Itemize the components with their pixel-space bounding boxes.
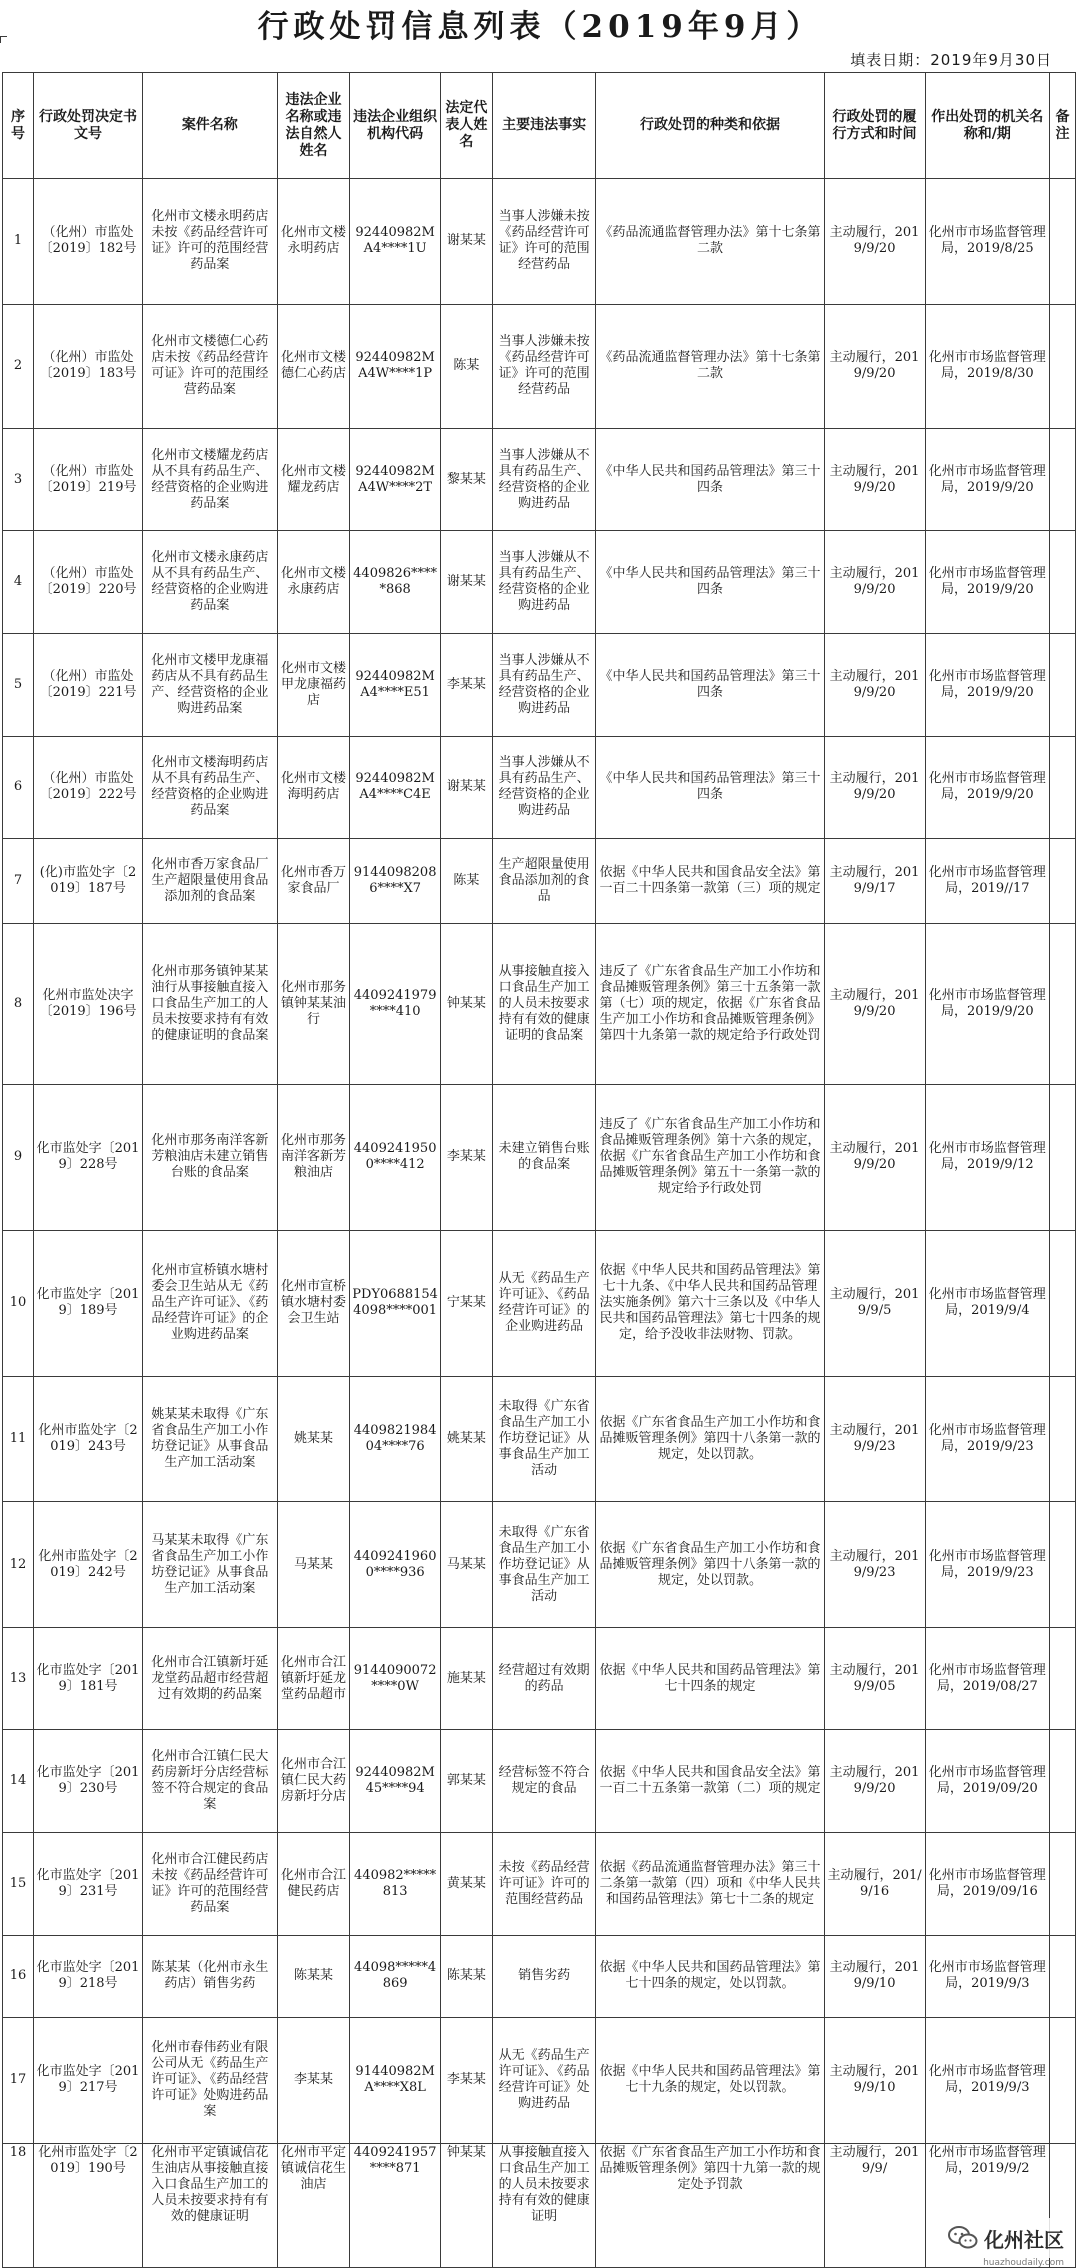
cell-basis: 依据《中华人民共和国药品管理法》第七十九条、《中华人民共和国药品管理法实施条例》第六十三条以及《中华人民共和国药品管理法》第七十四条的规定，给予没收非法财物、罚款。	[596, 1230, 824, 1376]
cell-note	[1049, 736, 1075, 839]
cell-code: 92440982MA4W****1P	[350, 304, 441, 428]
cell-basis: 《药品流通监督管理办法》第十七条第二款	[596, 179, 824, 305]
cell-perform: 主动履行，2019/9/20	[824, 924, 925, 1084]
cell-party: 化州市文楼德仁心药店	[277, 304, 350, 428]
table-header-row	[3, 73, 1076, 179]
cell-perform: 主动履行，2019/9/20	[824, 1730, 925, 1833]
cell-case: 化州市平定镇诚信花生油店从事接触直接入口食品生产加工的人员未按要求持有有效的健康证明	[142, 2143, 277, 2267]
cell-fact: 从事接触直接入口食品生产加工的人员未按要求持有有效的健康证明	[492, 2143, 596, 2267]
table-row	[3, 1935, 1076, 2017]
cell-fact: 当事人涉嫌未按《药品经营许可证》许可的范围经营药品	[492, 179, 596, 305]
table-row	[3, 924, 1076, 1084]
cell-basis: 依据《药品流通监督管理办法》第三十二条第一款第（四）项和《中华人民共和国药品管理法》第七十二条的规定	[596, 1833, 824, 1936]
cell-code: 44098*****4869	[350, 1935, 441, 2017]
cell-perform: 主动履行，2019/9/17	[824, 839, 925, 924]
cell-note	[1049, 179, 1075, 305]
cell-rep: 姚某某	[440, 1376, 492, 1502]
cell-fact: 当事人涉嫌未按《药品经营许可证》许可的范围经营药品	[492, 304, 596, 428]
cell-party: 李某某	[277, 2017, 350, 2143]
table-row	[3, 2017, 1076, 2143]
cell-note	[1049, 304, 1075, 428]
cell-org: 化州市市场监督管理局，2019/08/27	[925, 1627, 1049, 1730]
cell-doc: （化州）市监处〔2019〕182号	[34, 179, 143, 305]
cell-basis: 依据《中华人民共和国药品管理法》第七十四条的规定，处以罚款。	[596, 1935, 824, 2017]
cell-case: 化州市合江镇新圩延龙堂药品超市经营超过有效期的药品案	[142, 1627, 277, 1730]
column-header: 案件名称	[142, 73, 277, 179]
cell-basis: 《中华人民共和国药品管理法》第三十四条	[596, 736, 824, 839]
watermark-sub: huazhoudaily.com	[983, 2258, 1064, 2268]
cell-doc: （化州）市监处〔2019〕183号	[34, 304, 143, 428]
cell-fact: 生产超限量使用食品添加剂的食品	[492, 839, 596, 924]
cell-org: 化州市市场监督管理局，2019/9/2	[925, 2143, 1049, 2267]
cell-basis: 依据《广东省食品生产加工小作坊和食品摊贩管理条例》第四十九第一款的规定处予罚款	[596, 2143, 824, 2267]
cell-org: 化州市市场监督管理局，2019/8/25	[925, 179, 1049, 305]
cell-code: 92440982M45****94	[350, 1730, 441, 1833]
cell-perform: 主动履行，2019/9/20	[824, 634, 925, 737]
cell-no: 9	[3, 1084, 34, 1230]
cell-rep: 陈某	[440, 304, 492, 428]
cell-org: 化州市市场监督管理局，2019/8/30	[925, 304, 1049, 428]
cell-no: 7	[3, 839, 34, 924]
page-title: 行政处罚信息列表（2019年9月）	[257, 9, 823, 45]
table-row	[3, 839, 1076, 924]
cell-doc: （化州）市监处〔2019〕222号	[34, 736, 143, 839]
cell-code: 92440982MA4W****2T	[350, 428, 441, 531]
cell-party: 姚某某	[277, 1376, 350, 1502]
cell-rep: 宁某某	[440, 1230, 492, 1376]
cell-code: PDY06881544098****001	[350, 1230, 441, 1376]
cell-fact: 销售劣药	[492, 1935, 596, 2017]
cell-rep: 钟某某	[440, 2143, 492, 2267]
cell-code: 92440982MA4****1U	[350, 179, 441, 305]
cell-case: 马某某未取得《广东省食品生产加工小作坊登记证》从事食品生产加工活动案	[142, 1502, 277, 1628]
cell-party: 陈某某	[277, 1935, 350, 2017]
cell-perform: 主动履行，2019/9/05	[824, 1627, 925, 1730]
cell-org: 化州市市场监督管理局，2019//17	[925, 839, 1049, 924]
table-row	[3, 1084, 1076, 1230]
cell-basis: 依据《中华人民共和国药品管理法》第七十四条的规定	[596, 1627, 824, 1730]
cell-org: 化州市市场监督管理局，2019/9/20	[925, 924, 1049, 1084]
wechat-icon	[948, 2225, 978, 2251]
cell-basis: 依据《中华人民共和国食品安全法》第一百二十五条第一款第（二）项的规定	[596, 1730, 824, 1833]
cell-code: 44092419500****412	[350, 1084, 441, 1230]
cell-no: 2	[3, 304, 34, 428]
cell-case: 化州市文楼永康药店从不具有药品生产、经营资格的企业购进药品案	[142, 531, 277, 634]
cell-party: 化州市文楼永康药店	[277, 531, 350, 634]
cell-note	[1049, 1730, 1075, 1833]
cell-no: 3	[3, 428, 34, 531]
cell-note	[1049, 428, 1075, 531]
cell-case: 化州市宣桥镇水塘村委会卫生站从无《药品生产许可证》、《药品经营许可证》的企业购进药品案	[142, 1230, 277, 1376]
cell-rep: 马某某	[440, 1502, 492, 1628]
cell-rep: 谢某某	[440, 736, 492, 839]
cell-rep: 施某某	[440, 1627, 492, 1730]
cell-case: 化州市香万家食品厂生产超限量使用食品添加剂的食品案	[142, 839, 277, 924]
cell-fact: 从无《药品生产许可证》、《药品经营许可证》的企业购进药品	[492, 1230, 596, 1376]
cell-rep: 李某某	[440, 1084, 492, 1230]
cell-fact: 当事人涉嫌从不具有药品生产、经营资格的企业购进药品	[492, 428, 596, 531]
column-header: 行政处罚的种类和依据	[596, 73, 824, 179]
cell-doc: 化市监处字〔2019〕217号	[34, 2017, 143, 2143]
cell-fact: 未取得《广东省食品生产加工小作坊登记证》从事食品生产加工活动	[492, 1376, 596, 1502]
cell-party: 化州市文楼海明药店	[277, 736, 350, 839]
cell-party: 化州市文楼甲龙康福药店	[277, 634, 350, 737]
cell-no: 1	[3, 179, 34, 305]
cell-rep: 黎某某	[440, 428, 492, 531]
cell-code: 9144090072****0W	[350, 1627, 441, 1730]
column-header: 法定代表人姓名	[440, 73, 492, 179]
cell-no: 12	[3, 1502, 34, 1628]
table-row	[3, 736, 1076, 839]
cell-party: 化州市合江镇新圩延龙堂药品超市	[277, 1627, 350, 1730]
cell-org: 化州市市场监督管理局，2019/9/20	[925, 531, 1049, 634]
cell-org: 化州市市场监督管理局，2019/9/3	[925, 2017, 1049, 2143]
cell-code: 91440982086****X7	[350, 839, 441, 924]
column-header: 行政处罚决定书文号	[34, 73, 143, 179]
cell-no: 18	[3, 2143, 34, 2267]
cell-note	[1049, 1833, 1075, 1936]
cell-basis: 《药品流通监督管理办法》第十七条第二款	[596, 304, 824, 428]
cell-org: 化州市市场监督管理局，2019/9/4	[925, 1230, 1049, 1376]
cell-doc: 化市监处字〔2019〕218号	[34, 1935, 143, 2017]
cell-case: 化州市合江健民药店未按《药品经营许可证》许可的范围经营药品案	[142, 1833, 277, 1936]
watermark-label: 化州社区	[984, 2227, 1064, 2252]
cell-basis: 违反了《广东省食品生产加工小作坊和食品摊贩管理条例》第三十五条第一款第（七）项的规定，依据《广东省食品生产加工小作坊和食品摊贩管理条例》第四十九条第一款的规定给予行政处罚	[596, 924, 824, 1084]
cell-rep: 陈某	[440, 839, 492, 924]
cell-no: 17	[3, 2017, 34, 2143]
cell-code: 4409826*****868	[350, 531, 441, 634]
cell-note	[1049, 2017, 1075, 2143]
table-row	[3, 1376, 1076, 1502]
cell-party: 化州市文楼永明药店	[277, 179, 350, 305]
cell-org: 化州市市场监督管理局，2019/09/16	[925, 1833, 1049, 1936]
cell-org: 化州市市场监督管理局，2019/9/20	[925, 428, 1049, 531]
column-header: 行政处罚的履行方式和时间	[824, 73, 925, 179]
cell-no: 16	[3, 1935, 34, 2017]
cell-doc: 化州市监处决字〔2019〕196号	[34, 924, 143, 1084]
column-header: 违法企业名称或违法自然人姓名	[277, 73, 350, 179]
cell-doc: （化州）市监处〔2019〕220号	[34, 531, 143, 634]
cell-basis: 依据《广东省食品生产加工小作坊和食品摊贩管理条例》第四十八条第一款的规定，处以罚款。	[596, 1376, 824, 1502]
cell-party: 化州市合江镇仁民大药房新圩分店	[277, 1730, 350, 1833]
table-row	[3, 1502, 1076, 1628]
cell-case: 化州市文楼甲龙康福药店从不具有药品生产、经营资格的企业购进药品案	[142, 634, 277, 737]
column-header: 序号	[3, 73, 34, 179]
cell-code: 44092419600****936	[350, 1502, 441, 1628]
cell-party: 马某某	[277, 1502, 350, 1628]
cell-rep: 黄某某	[440, 1833, 492, 1936]
cell-fact: 未按《药品经营许可证》许可的范围经营药品	[492, 1833, 596, 1936]
cell-rep: 谢某某	[440, 531, 492, 634]
cell-code: 4409241957****871	[350, 2143, 441, 2267]
cell-fact: 当事人涉嫌从不具有药品生产、经营资格的企业购进药品	[492, 531, 596, 634]
cell-no: 8	[3, 924, 34, 1084]
table-row	[3, 531, 1076, 634]
cell-perform: 主动履行，2019/9/20	[824, 531, 925, 634]
cell-note	[1049, 924, 1075, 1084]
cell-basis: 《中华人民共和国药品管理法》第三十四条	[596, 428, 824, 531]
cell-org: 化州市市场监督管理局，2019/09/20	[925, 1730, 1049, 1833]
cell-doc: 化市监处字〔2019〕181号	[34, 1627, 143, 1730]
cell-note	[1049, 1084, 1075, 1230]
cell-case: 化州市那务南洋客新芳粮油店未建立销售台账的食品案	[142, 1084, 277, 1230]
cell-code: 92440982MA4****E51	[350, 634, 441, 737]
cell-case: 化州市文楼耀龙药店从不具有药品生产、经营资格的企业购进药品案	[142, 428, 277, 531]
cell-party: 化州市香万家食品厂	[277, 839, 350, 924]
fill-date: 填表日期：2019年9月30日	[850, 51, 1052, 69]
cell-rep: 李某某	[440, 634, 492, 737]
cell-perform: 主动履行，2019/9/20	[824, 736, 925, 839]
cell-perform: 主动履行，2019/9/20	[824, 179, 925, 305]
cell-case: 化州市合江镇仁民大药房新圩分店经营标签不符合规定的食品案	[142, 1730, 277, 1833]
cell-note	[1049, 1627, 1075, 1730]
table-row	[3, 1230, 1076, 1376]
cell-perform: 主动履行，2019/9/20	[824, 304, 925, 428]
cell-note	[1049, 1230, 1075, 1376]
cell-rep: 钟某某	[440, 924, 492, 1084]
cell-perform: 主动履行，201/9/16	[824, 1833, 925, 1936]
cell-fact: 未取得《广东省食品生产加工小作坊登记证》从事食品生产加工活动	[492, 1502, 596, 1628]
cell-basis: 依据《中华人民共和国药品管理法》第七十九条的规定，处以罚款。	[596, 2017, 824, 2143]
cell-case: 化州市文楼永明药店未按《药品经营许可证》许可的范围经营药品案	[142, 179, 277, 305]
cell-case: 姚某某未取得《广东省食品生产加工小作坊登记证》从事食品生产加工活动案	[142, 1376, 277, 1502]
cell-basis: 《中华人民共和国药品管理法》第三十四条	[596, 634, 824, 737]
cell-note	[1049, 531, 1075, 634]
table-body	[3, 179, 1076, 2268]
cell-rep: 李某某	[440, 2017, 492, 2143]
column-header: 违法企业组织机构代码	[350, 73, 441, 179]
cell-code: 4409241979****410	[350, 924, 441, 1084]
column-header: 备注	[1049, 73, 1075, 179]
cell-party: 化州市那务南洋客新芳粮油店	[277, 1084, 350, 1230]
table-row	[3, 1627, 1076, 1730]
cell-party: 化州市平定镇诚信花生油店	[277, 2143, 350, 2267]
cell-org: 化州市市场监督管理局，2019/9/20	[925, 634, 1049, 737]
corner-mark	[0, 36, 7, 43]
table-row	[3, 1833, 1076, 1936]
watermark	[942, 2218, 1070, 2258]
cell-case: 陈某某（化州市永生药店）销售劣药	[142, 1935, 277, 2017]
cell-perform: 主动履行，2019/9/23	[824, 1376, 925, 1502]
column-header: 主要违法事实	[492, 73, 596, 179]
cell-org: 化州市市场监督管理局，2019/9/3	[925, 1935, 1049, 2017]
cell-doc: 化市监处字〔2019〕230号	[34, 1730, 143, 1833]
cell-party: 化州市宣桥镇水塘村委会卫生站	[277, 1230, 350, 1376]
cell-perform: 主动履行，2019/9/	[824, 2143, 925, 2267]
cell-fact: 当事人涉嫌从不具有药品生产、经营资格的企业购进药品	[492, 736, 596, 839]
cell-note	[1049, 1502, 1075, 1628]
cell-code: 440982*****813	[350, 1833, 441, 1936]
cell-no: 14	[3, 1730, 34, 1833]
cell-no: 10	[3, 1230, 34, 1376]
cell-org: 化州市市场监督管理局，2019/9/12	[925, 1084, 1049, 1230]
cell-rep: 郭某某	[440, 1730, 492, 1833]
table-row	[3, 2143, 1076, 2267]
cell-note	[1049, 839, 1075, 924]
cell-no: 6	[3, 736, 34, 839]
table-row	[3, 179, 1076, 305]
cell-basis: 违反了《广东省食品生产加工小作坊和食品摊贩管理条例》第十六条的规定，依据《广东省食品生产加工小作坊和食品摊贩管理条例》第五十一条第一款的规定给予行政处罚	[596, 1084, 824, 1230]
cell-doc: 化市监处字〔2019〕228号	[34, 1084, 143, 1230]
cell-perform: 主动履行，2019/9/10	[824, 2017, 925, 2143]
cell-rep: 陈某某	[440, 1935, 492, 2017]
cell-org: 化州市市场监督管理局，2019/9/20	[925, 736, 1049, 839]
cell-doc: 化州市监处字〔2019〕242号	[34, 1502, 143, 1628]
cell-no: 4	[3, 531, 34, 634]
cell-no: 13	[3, 1627, 34, 1730]
cell-no: 15	[3, 1833, 34, 1936]
cell-note	[1049, 1376, 1075, 1502]
table-row	[3, 428, 1076, 531]
cell-fact: 未建立销售台账的食品案	[492, 1084, 596, 1230]
cell-code: 440982198404****76	[350, 1376, 441, 1502]
cell-party: 化州市那务镇钟某某油行	[277, 924, 350, 1084]
cell-fact: 从无《药品生产许可证》、《药品经营许可证》处购进药品	[492, 2017, 596, 2143]
cell-party: 化州市文楼耀龙药店	[277, 428, 350, 531]
cell-no: 5	[3, 634, 34, 737]
table-row	[3, 304, 1076, 428]
cell-doc: 化市监处字〔2019〕231号	[34, 1833, 143, 1936]
cell-basis: 依据《广东省食品生产加工小作坊和食品摊贩管理条例》第四十八条第一款的规定，处以罚款。	[596, 1502, 824, 1628]
cell-note	[1049, 634, 1075, 737]
cell-case: 化州市文楼海明药店从不具有药品生产、经营资格的企业购进药品案	[142, 736, 277, 839]
cell-case: 化州市那务镇钟某某油行从事接触直接入口食品生产加工的人员未按要求持有有效的健康证明的食品案	[142, 924, 277, 1084]
cell-code: 92440982MA4****C4E	[350, 736, 441, 839]
cell-case: 化州市春伟药业有限公司从无《药品生产许可证》、《药品经营许可证》处购进药品案	[142, 2017, 277, 2143]
cell-note	[1049, 1935, 1075, 2017]
cell-party: 化州市合江健民药店	[277, 1833, 350, 1936]
cell-perform: 主动履行，2019/9/10	[824, 1935, 925, 2017]
cell-doc: （化州）市监处〔2019〕219号	[34, 428, 143, 531]
cell-doc: 化州市监处字〔2019〕243号	[34, 1376, 143, 1502]
cell-doc: 化州市监处字〔2019〕190号	[34, 2143, 143, 2267]
table-row	[3, 634, 1076, 737]
cell-fact: 经营标签不符合规定的食品	[492, 1730, 596, 1833]
cell-perform: 主动履行，2019/9/5	[824, 1230, 925, 1376]
cell-perform: 主动履行，2019/9/20	[824, 428, 925, 531]
cell-fact: 从事接触直接入口食品生产加工的人员未按要求持有有效的健康证明的食品案	[492, 924, 596, 1084]
cell-code: 91440982MA****X8L	[350, 2017, 441, 2143]
column-header: 作出处罚的机关名称和/期	[925, 73, 1049, 179]
cell-perform: 主动履行，2019/9/23	[824, 1502, 925, 1628]
cell-doc: (化)市监处字〔2019〕187号	[34, 839, 143, 924]
cell-fact: 经营超过有效期的药品	[492, 1627, 596, 1730]
cell-no: 11	[3, 1376, 34, 1502]
cell-doc: 化市监处字〔2019〕189号	[34, 1230, 143, 1376]
penalty-table	[2, 72, 1076, 2268]
table-row	[3, 1730, 1076, 1833]
cell-case: 化州市文楼德仁心药店未按《药品经营许可证》许可的范围经营药品案	[142, 304, 277, 428]
cell-org: 化州市市场监督管理局，2019/9/23	[925, 1376, 1049, 1502]
cell-org: 化州市市场监督管理局，2019/9/23	[925, 1502, 1049, 1628]
cell-perform: 主动履行，2019/9/20	[824, 1084, 925, 1230]
cell-rep: 谢某某	[440, 179, 492, 305]
cell-fact: 当事人涉嫌从不具有药品生产、经营资格的企业购进药品	[492, 634, 596, 737]
cell-doc: （化州）市监处〔2019〕221号	[34, 634, 143, 737]
cell-basis: 《中华人民共和国药品管理法》第三十四条	[596, 531, 824, 634]
cell-basis: 依据《中华人民共和国食品安全法》第一百二十四条第一款第（三）项的规定	[596, 839, 824, 924]
